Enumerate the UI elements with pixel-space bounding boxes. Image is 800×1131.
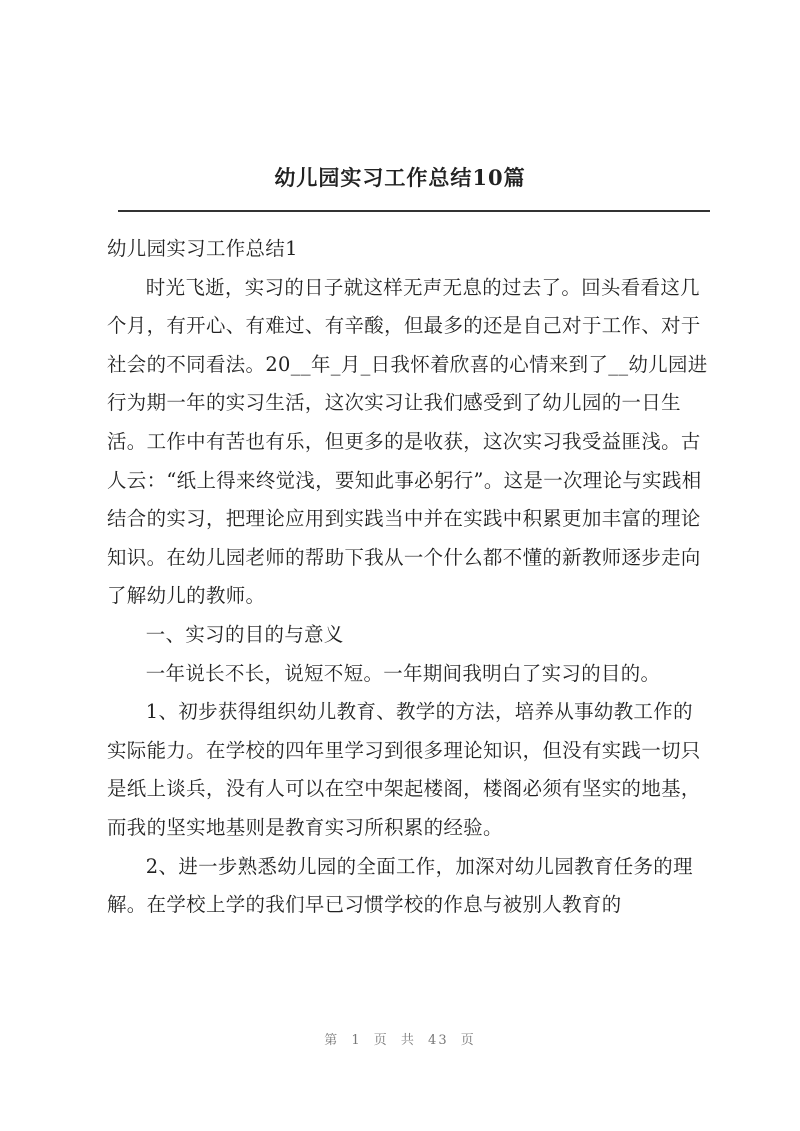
section-heading: 幼儿园实习工作总结1 bbox=[107, 237, 298, 260]
paragraph: 2、进一步熟悉幼儿园的全面工作，加深对幼儿园教育任务的理解。在学校上学的我们早已习惯学校的作息与被别人教育的 bbox=[107, 854, 693, 917]
paragraph: 1、初步获得组织幼儿教育、教学的方法，培养从事幼教工作的实际能力。在学校的四年里学习到很多理论知识，但没有实践一切只是纸上谈兵，没有人可以在空中架起楼阁，楼阁必须有坚实的地基，而我的坚实地基则是教育实习所积累的经验。 bbox=[107, 700, 701, 839]
subheading: 一、实习的目的与意义 bbox=[145, 622, 344, 646]
page-number: 第 1 页 共 43 页 bbox=[324, 1033, 476, 1048]
document-body bbox=[107, 230, 711, 925]
title-divider bbox=[118, 210, 710, 212]
document-title: 幼儿园实习工作总结10篇 bbox=[274, 165, 526, 190]
paragraph: 一年说长不长，说短不短。一年期间我明白了实习的目的。 bbox=[145, 661, 661, 685]
paragraph: 时光飞逝，实习的日子就这样无声无息的过去了。回头看看这几个月，有开心、有难过、有辛酸，但最多的还是自己对于工作、对于社会的不同看法。20__年_月_日我怀着欣喜的心情来到了__幼儿园进行为期一年的实习生活，这次实习让我们感受到了幼儿园的一日生活。工作中有苦也有乐，但更多的是收获，这次实习我受益匪浅。古人云：“纸上得来终觉浅，要知此事必躬行”。这是一次理论与实践相结合的实习，把理论应用到实践当中并在实践中积累更加丰富的理论知识。在幼儿园老师的帮助下我从一个什么都不懂的新教师逐步走向了解幼儿的教师。 bbox=[107, 275, 708, 608]
